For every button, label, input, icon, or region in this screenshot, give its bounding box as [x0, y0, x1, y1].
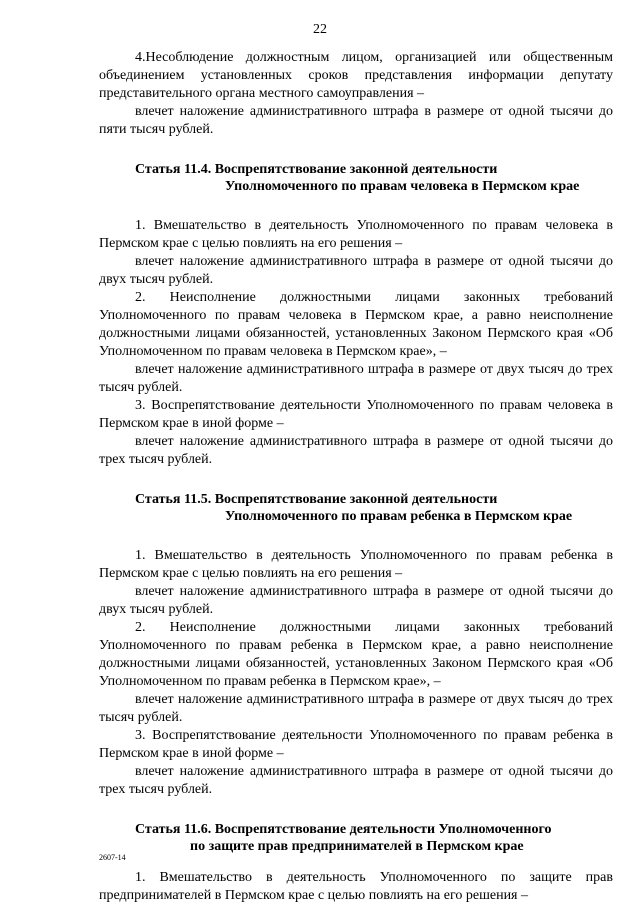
page-number: 22 [313, 22, 327, 37]
document-code: 2607-14 [99, 853, 126, 862]
article-11-5-title [99, 491, 613, 525]
article-11-6-part-1: 1. Вмешательство в деятельность Уполномоченного по защите прав предпринимателей в Пермском крае с целью повлиять на его решения – [99, 870, 613, 903]
article-11-4-title [99, 161, 613, 195]
article-11-6-title-line2: по защите прав предпринимателей в Пермском крае [190, 839, 524, 854]
article-11-5-part-1: 1. Вмешательство в деятельность Уполномоченного по правам ребенка в Пермском крае с целью повлиять на его решения – [99, 548, 613, 581]
document-body [99, 49, 613, 905]
article-11-4-sanction-1: влечет наложение административного штрафа в размере от одной тысячи до двух тысяч рублей. [99, 254, 613, 287]
article-11-6-title [99, 821, 613, 855]
article-11-5-sanction-2: влечет наложение административного штрафа в размере от двух тысяч до трех тысяч рублей. [99, 692, 613, 725]
article-11-5-sanction-1: влечет наложение административного штрафа в размере от одной тысячи до двух тысяч рублей. [99, 584, 613, 617]
article-11-5-title-line2: Уполномоченного по правам ребенка в Пермском крае [225, 509, 573, 524]
article-11-4-sanction-3: влечет наложение административного штрафа в размере от одной тысячи до трех тысяч рублей. [99, 434, 613, 467]
article-11-4-part-2: 2. Неисполнение должностными лицами законных требований Уполномоченного по правам человека в Пермском крае, а равно неисполнение должностными лицами обязанностей, установленных Законом Пермского края «Об Уполномоченном по правам человека в Пермском крае», – [99, 290, 613, 359]
article-11-4-title-line1: Статья 11.4. Воспрепятствование законной деятельности [135, 162, 498, 177]
article-11-6-title-line1: Статья 11.6. Воспрепятствование деятельности Уполномоченного [135, 822, 552, 837]
article-11-4-part-3: 3. Воспрепятствование деятельности Уполномоченного по правам человека в Пермском крае в иной форме – [99, 398, 613, 431]
article-11-5-title-line1: Статья 11.5. Воспрепятствование законной деятельности [135, 492, 498, 507]
article-11-4-part-1: 1. Вмешательство в деятельность Уполномоченного по правам человека в Пермском крае с целью повлиять на его решения – [99, 218, 613, 251]
article-11-5-part-3: 3. Воспрепятствование деятельности Уполномоченного по правам ребенка в Пермском крае в иной форме – [99, 728, 613, 761]
paragraph-4: 4.Несоблюдение должностным лицом, организацией или общественным объединением установленных сроков представления информации депутату представительного органа местного самоуправления – [99, 50, 613, 101]
article-11-5-part-2: 2. Неисполнение должностными лицами законных требований Уполномоченного по правам ребенка в Пермском крае, а равно неисполнение должностными лицами обязанностей, установленных Законом Пермского края «Об Уполномоченном по правам ребенка в Пермском крае», – [99, 620, 613, 689]
article-11-5-sanction-3: влечет наложение административного штрафа в размере от одной тысячи до трех тысяч рублей. [99, 764, 613, 797]
sanction-4: влечет наложение административного штрафа в размере от одной тысячи до пяти тысяч рублей. [99, 104, 613, 137]
article-11-4-sanction-2: влечет наложение административного штрафа в размере от двух тысяч до трех тысяч рублей. [99, 362, 613, 395]
article-11-4-title-line2: Уполномоченного по правам человека в Пермском крае [225, 179, 580, 194]
